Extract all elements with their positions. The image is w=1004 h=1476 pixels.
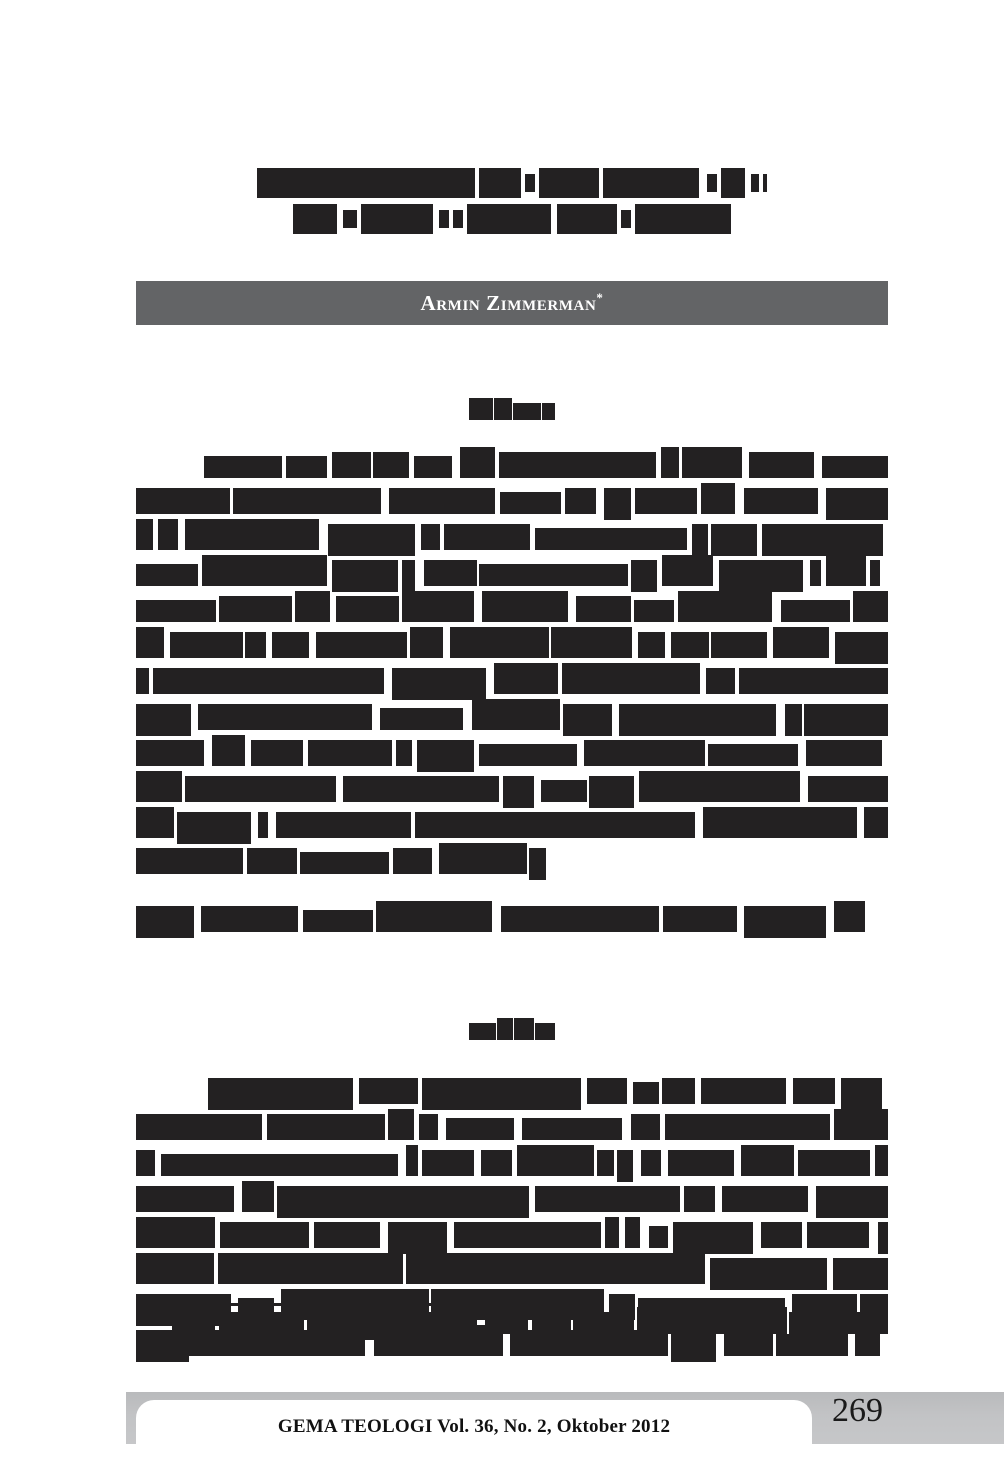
footer-journal-line: GEMA TEOLOGI Vol. 36, No. 2, Oktober 2012	[277, 1416, 671, 1437]
redacted-text-line	[136, 632, 888, 658]
redacted-text-line	[136, 1258, 888, 1284]
redacted-text-line	[136, 1186, 888, 1212]
redacted-text-line	[136, 1312, 888, 1334]
article-title-line-2	[293, 204, 731, 234]
author-footnote-marker: *	[596, 290, 604, 305]
abstract-body-english	[136, 452, 888, 932]
page-footer	[0, 1392, 1004, 1444]
author-byline-band	[136, 281, 888, 325]
redacted-text-line	[136, 848, 888, 874]
redacted-text-line	[136, 776, 888, 802]
redacted-text-line	[136, 488, 888, 514]
redacted-text-line	[136, 1340, 888, 1362]
article-title-line-1	[257, 168, 767, 198]
article-title	[136, 168, 888, 240]
abstract-heading-english-redacted	[469, 398, 555, 420]
abstract-heading-indonesian	[136, 1018, 888, 1045]
redacted-text-line	[136, 1114, 888, 1140]
redacted-text-line	[136, 704, 888, 730]
spacer	[136, 884, 888, 906]
footnote-separator-rule	[136, 1303, 434, 1306]
redacted-text-line	[136, 906, 888, 932]
redacted-text-line	[136, 560, 888, 586]
redacted-text-line	[136, 1078, 888, 1104]
redacted-text-line	[136, 812, 888, 838]
footnote-text	[136, 1312, 888, 1362]
redacted-text-line	[136, 524, 888, 550]
abstract-heading-english	[136, 398, 888, 425]
redacted-text-line	[136, 740, 888, 766]
redacted-text-line	[136, 1150, 888, 1176]
author-name: Armin Zimmerman*	[420, 290, 604, 315]
redacted-text-line	[136, 1222, 888, 1248]
redacted-text-line	[136, 668, 888, 694]
redacted-text-line	[136, 452, 888, 478]
abstract-heading-indonesian-redacted	[469, 1018, 555, 1040]
footer-inset	[136, 1400, 812, 1452]
redacted-text-line	[136, 596, 888, 622]
page-number: 269	[832, 1392, 883, 1429]
